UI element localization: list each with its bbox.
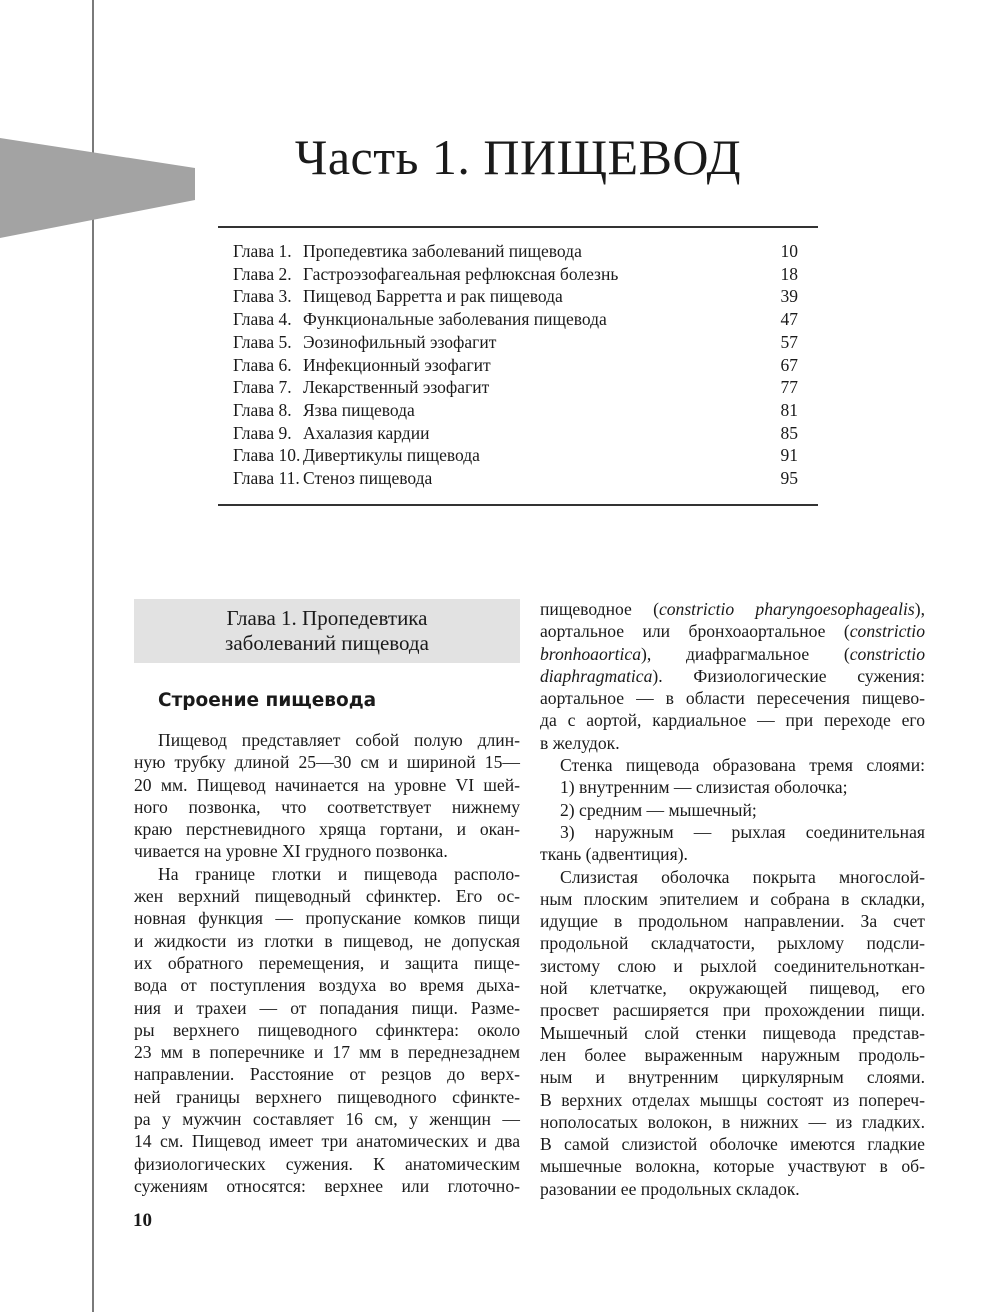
toc-row [233, 354, 798, 377]
text-line: пищеводное (constrictio pharyngoesophagealis), [540, 599, 925, 619]
text-line: продольной складчатости, рыхлому подсли- [540, 933, 925, 954]
text-line: Стенка пищевода образована тремя слоями: [560, 755, 925, 776]
text-line: ного позвонка, что соответствует нижнему [134, 796, 520, 817]
toc-chapter-title: Язва пищевода [303, 399, 415, 420]
text-line: bronhoaortica), диафрагмальное (constrictio [540, 643, 925, 664]
text-line: ным плоским эпителием и собрана в складки, [540, 888, 925, 909]
toc-page-number: 85 [780, 422, 798, 443]
toc-page-number: 39 [780, 286, 798, 307]
text-line: сужениям относятся: верхнее или глоточно- [134, 1175, 520, 1196]
toc-page-number: 91 [780, 445, 798, 466]
text-line: 2) средним — мышечный; [560, 799, 757, 820]
toc-chapter-number: Глава 2. [233, 263, 292, 284]
text-line: Слизистая оболочка покрыта многослой- [560, 866, 925, 887]
toc-chapter-number: Глава 4. [233, 309, 292, 330]
toc-row [233, 444, 798, 467]
text-line: направлении. Расстояние от резцов до верх- [134, 1064, 520, 1085]
text-line: diaphragmatica). Физиологические сужения: [540, 665, 925, 686]
toc-chapter-title: Функциональные заболевания пищевода [303, 309, 607, 330]
text-line: краю перстневидного хряща гортани, и окан- [134, 819, 520, 840]
text-line: Пищевод представляет собой полую длин- [158, 730, 520, 750]
text-line: ную трубку длиной 25—30 см и шириной 15— [134, 752, 520, 773]
text-line: ра у мужчин составляет 16 см, у женщин — [134, 1109, 520, 1130]
text-line: На границе глотки и пищевода располо- [158, 863, 520, 884]
text-line: ткань (адвентиция). [540, 844, 688, 865]
toc-page-number: 95 [780, 468, 798, 489]
toc-row [233, 331, 798, 354]
toc-bottom-rule [218, 504, 818, 506]
text-line: аортальное — в области пересечения пищево- [540, 688, 925, 709]
section-heading: Строение пищевода [158, 690, 377, 711]
text-line: идущие в продольном направлении. За счет [540, 911, 925, 932]
text-line: 14 см. Пищевод имеет три анатомических и два [134, 1131, 520, 1152]
toc-chapter-title: Ахалазия кардии [303, 422, 430, 443]
text-line: новная функция — пропускание комков пищи [134, 908, 520, 929]
toc-row [233, 263, 798, 286]
text-line: ной клетчатке, окружающей пищевод, его [540, 978, 925, 999]
text-line: В верхних отделах мышцы состоят из попереч- [540, 1089, 925, 1110]
toc-chapter-number: Глава 8. [233, 399, 292, 420]
toc-chapter-title: Стеноз пищевода [303, 468, 433, 489]
left-text-column [134, 729, 520, 1197]
toc-chapter-title: Пропедевтика заболеваний пищевода [303, 241, 582, 261]
text-line: ным и внутренним циркулярным слоями. [540, 1067, 925, 1088]
text-line: да с аортой, кардиальное — при переходе его [540, 710, 925, 731]
text-line: зистому слою и рыхлой соединительноткан- [540, 955, 925, 976]
text-line: 3) наружным — рыхлая соединительная [560, 821, 925, 842]
toc-chapter-number: Глава 6. [233, 354, 292, 375]
toc-page-number: 77 [780, 377, 798, 398]
toc-page-number: 47 [780, 309, 798, 330]
toc-row [233, 467, 798, 490]
toc-row [233, 376, 798, 399]
chapter-heading-line1: Глава 1. Пропедевтика [226, 606, 428, 630]
text-line: физиологических сужения. К анатомическим [134, 1153, 520, 1174]
toc-chapter-number: Глава 7. [233, 377, 292, 398]
text-line: ней границы верхнего пищеводного сфинкте- [134, 1086, 520, 1107]
toc-chapter-number: Глава 10. [233, 445, 301, 466]
text-line: просвет расширяется при прохождении пищи. [540, 1000, 925, 1021]
toc-chapter-title: Пищевод Барретта и рак пищевода [303, 286, 563, 307]
text-line: жен верхний пищеводный сфинктер. Его ос- [134, 886, 520, 907]
toc-row [233, 240, 798, 263]
text-line: в желудок. [540, 732, 620, 753]
toc-page-number: 81 [780, 399, 798, 420]
chapter-heading-line2: заболеваний пищевода [225, 631, 429, 655]
toc-chapter-title: Инфекционный эзофагит [303, 354, 491, 375]
toc-page-number: 18 [780, 263, 798, 284]
chapter-heading-box [134, 599, 520, 663]
toc-page-number: 57 [780, 331, 798, 352]
part-tab-marker [0, 138, 195, 238]
text-line: Мышечный слой стенки пищевода представ- [540, 1022, 925, 1043]
page-number: 10 [133, 1210, 152, 1231]
text-line: нополосатых волокон, в нижних — из гладких. [540, 1111, 925, 1132]
toc-chapter-number: Глава 3. [233, 286, 292, 307]
toc-row [233, 399, 798, 422]
toc-row [233, 285, 798, 308]
toc-page-number: 67 [780, 354, 798, 375]
text-line: мышечные волокна, которые участвуют в об- [540, 1156, 925, 1177]
toc-row [233, 422, 798, 445]
toc-chapter-number: Глава 9. [233, 422, 292, 443]
text-line: 20 мм. Пищевод начинается на уровне VI шей- [134, 774, 520, 795]
text-line: 23 мм в поперечнике и 17 мм в переднезаднем [134, 1042, 520, 1063]
text-line: ния и трахеи — от попадания пищи. Разме- [134, 997, 520, 1018]
toc-row [233, 308, 798, 331]
text-line: вода от поступления воздуха во время дыха- [134, 975, 520, 996]
text-line: лен более выраженным наружным продоль- [540, 1044, 925, 1065]
text-line: ры верхнего пищеводного сфинктера: около [134, 1019, 520, 1040]
text-line: их обратного перемещения, и защита пище- [134, 952, 520, 973]
toc-chapter-number: Глава 11. [233, 468, 300, 489]
toc-chapter-title: Эозинофильный эзофагит [303, 331, 497, 352]
toc-chapter-title: Дивертикулы пищевода [303, 445, 480, 466]
toc-top-rule [218, 226, 818, 228]
table-of-contents [233, 240, 798, 490]
toc-chapter-number: Глава 5. [233, 331, 292, 352]
right-text-column [540, 598, 925, 1200]
toc-page-number: 10 [780, 241, 798, 261]
text-line: В самой слизистой оболочке имеются гладкие [540, 1134, 925, 1155]
text-line: 1) внутренним — слизистая оболочка; [560, 777, 848, 798]
toc-chapter-title: Лекарственный эзофагит [303, 377, 490, 398]
part-title: Часть 1. ПИЩЕВОД [294, 129, 742, 185]
toc-chapter-title: Гастроэзофагеальная рефлюксная болезнь [303, 263, 619, 284]
text-line: аортальное или бронхоаортальное (constrictio [540, 621, 925, 642]
text-line: и жидкости из глотки в пищевод, не допуская [134, 930, 520, 951]
toc-chapter-number: Глава 1. [233, 241, 292, 261]
text-line: разовании ее продольных складок. [540, 1178, 800, 1199]
text-line: чивается на уровне XI грудного позвонка. [134, 841, 448, 862]
